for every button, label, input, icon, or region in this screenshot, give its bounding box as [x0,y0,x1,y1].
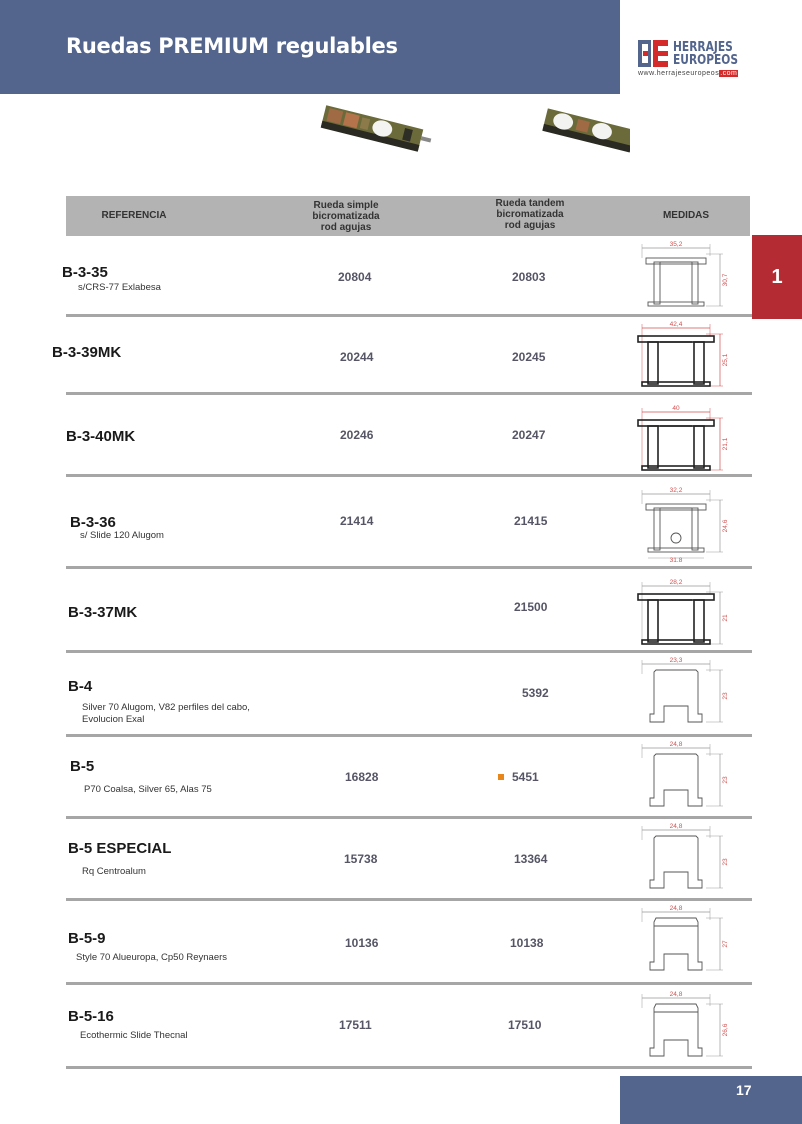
code-rueda-tandem: 10138 [510,936,544,950]
dimension-drawing [626,990,736,1066]
product-reference: B-3-37MK [68,604,138,621]
column-header-line: Rueda simple [313,200,379,211]
code-rueda-simple: 16828 [345,770,379,784]
orange-square-marker-icon [498,774,504,780]
chapter-tab: 1 [752,235,802,319]
table-row [0,984,752,1068]
dimension-height: 23 [722,692,729,700]
code-rueda-tandem: 5451 [512,770,539,784]
code-rueda-simple: 20244 [340,350,374,364]
logo-text-line1: HERRAJES [673,40,733,55]
code-rueda-simple: 20804 [338,270,372,284]
code-rueda-tandem-cell [514,514,547,528]
column-header-line: rod agujas [504,220,556,231]
dimension-drawing [626,240,736,316]
code-rueda-simple: 10136 [345,936,379,950]
dimension-width: 28,2 [669,579,683,586]
product-compatibility: Ecothermic Slide Thecnal [80,1030,188,1041]
herrajes-europeos-logo-icon [638,40,668,67]
table-row [0,236,752,316]
dimension-width: 24,8 [669,823,683,830]
product-reference: B-5-9 [68,930,106,947]
product-reference: B-5-16 [68,1008,114,1025]
table-header [66,196,750,236]
column-header-line: Rueda tandem [495,198,565,209]
code-rueda-tandem-cell [498,770,539,784]
dimension-width: 23,3 [669,657,683,664]
product-reference: B-3-40MK [66,428,136,445]
dimension-drawing [626,578,736,654]
code-rueda-tandem-cell [508,1018,541,1032]
dimension-width: 24,8 [669,991,683,998]
table-row [0,900,752,984]
code-rueda-simple: 21414 [340,514,374,528]
table-row [0,736,752,818]
column-header-line: bicromatizada [496,209,564,220]
code-rueda-simple: 17511 [339,1018,372,1032]
code-rueda-simple: 15738 [344,852,378,866]
table-row [0,818,752,900]
code-rueda-tandem: 21500 [514,600,548,614]
dimension-width: 32,2 [669,487,683,494]
product-reference: B-5 [70,758,95,775]
product-compatibility: s/CRS-77 Exlabesa [78,282,161,293]
product-compatibility: Style 70 Alueuropa, Cp50 Reynaers [76,952,228,963]
code-rueda-simple: 20246 [340,428,374,442]
column-header-medidas: MEDIDAS [662,210,710,221]
dimension-height: 27 [722,940,729,948]
brand-logo [638,40,758,82]
dimension-height: 26,6 [722,1023,729,1037]
dimension-height: 21 [722,614,729,622]
code-rueda-tandem-cell [514,852,547,866]
dimension-bottom-width: 31,8 [669,557,683,562]
code-rueda-tandem: 20803 [512,270,546,284]
product-reference: B-3-35 [62,264,108,281]
code-rueda-tandem: 17510 [508,1018,542,1032]
column-header-line: rod agujas [320,222,372,233]
dimension-drawing [626,320,736,396]
dimension-drawing [626,404,736,480]
code-rueda-tandem: 5392 [522,686,549,700]
column-header-rueda-tandem [470,198,590,231]
header-band [0,0,620,94]
dimension-height: 24,6 [722,519,729,533]
dimension-width: 24,8 [669,741,683,748]
dimension-drawing [626,740,736,816]
dimension-height: 23 [722,858,729,866]
column-header-line: bicromatizada [312,211,380,222]
logo-text-line2: EUROPEOS [673,53,739,68]
code-rueda-tandem-cell [512,270,545,284]
product-reference: B-4 [68,678,93,695]
tandem-roller-wheel-photo [540,100,630,158]
dimension-width: 40 [672,405,680,412]
page-title: Ruedas PREMIUM regulables [66,34,398,58]
table-row [0,316,752,394]
page-number: 17 [736,1082,752,1098]
code-rueda-tandem-cell [510,936,543,950]
dimension-height: 30,7 [722,273,729,287]
dimension-drawing [626,822,736,898]
logo-url [638,70,738,77]
dimension-drawing [626,904,736,980]
code-rueda-tandem-cell [522,686,549,700]
dimension-width: 35,2 [669,241,683,248]
product-compatibility: s/ Slide 120 Alugom [80,530,164,541]
product-compatibility: P70 Coalsa, Silver 65, Alas 75 [84,784,212,795]
table-row [0,394,752,476]
code-rueda-tandem: 20245 [512,350,546,364]
single-roller-wheel-photo [316,100,436,158]
dimension-width: 42,4 [669,321,683,328]
dimension-height: 25,1 [722,353,729,367]
code-rueda-tandem-cell [512,350,545,364]
product-reference: B-3-36 [70,514,116,531]
table-row [0,652,752,736]
code-rueda-tandem: 20247 [512,428,546,442]
dimension-drawing [626,486,736,562]
dimension-drawing [626,656,736,732]
logo-url-main: www.herrajeseuropeos [638,70,720,77]
dimension-height: 21,1 [722,437,729,451]
table-row [0,568,752,652]
code-rueda-tandem: 21415 [514,514,548,528]
dimension-height: 23 [722,776,729,784]
column-header-referencia: REFERENCIA [101,210,167,221]
product-compatibility: Evolucion Exal [82,714,145,725]
dimension-width: 24,8 [669,905,683,912]
logo-url-tld: .com [720,70,738,77]
code-rueda-tandem-cell [512,428,545,442]
product-reference: B-3-39MK [52,344,122,361]
product-compatibility: Rq Centroalum [82,866,146,877]
table-row [0,476,752,568]
column-header-rueda-simple [286,200,406,233]
product-compatibility: Silver 70 Alugom, V82 perfiles del cabo, [82,702,250,713]
code-rueda-tandem: 13364 [514,852,548,866]
product-reference: B-5 ESPECIAL [68,840,172,857]
footer-band [620,1076,802,1124]
code-rueda-tandem-cell [514,600,547,614]
row-divider [66,1066,752,1069]
